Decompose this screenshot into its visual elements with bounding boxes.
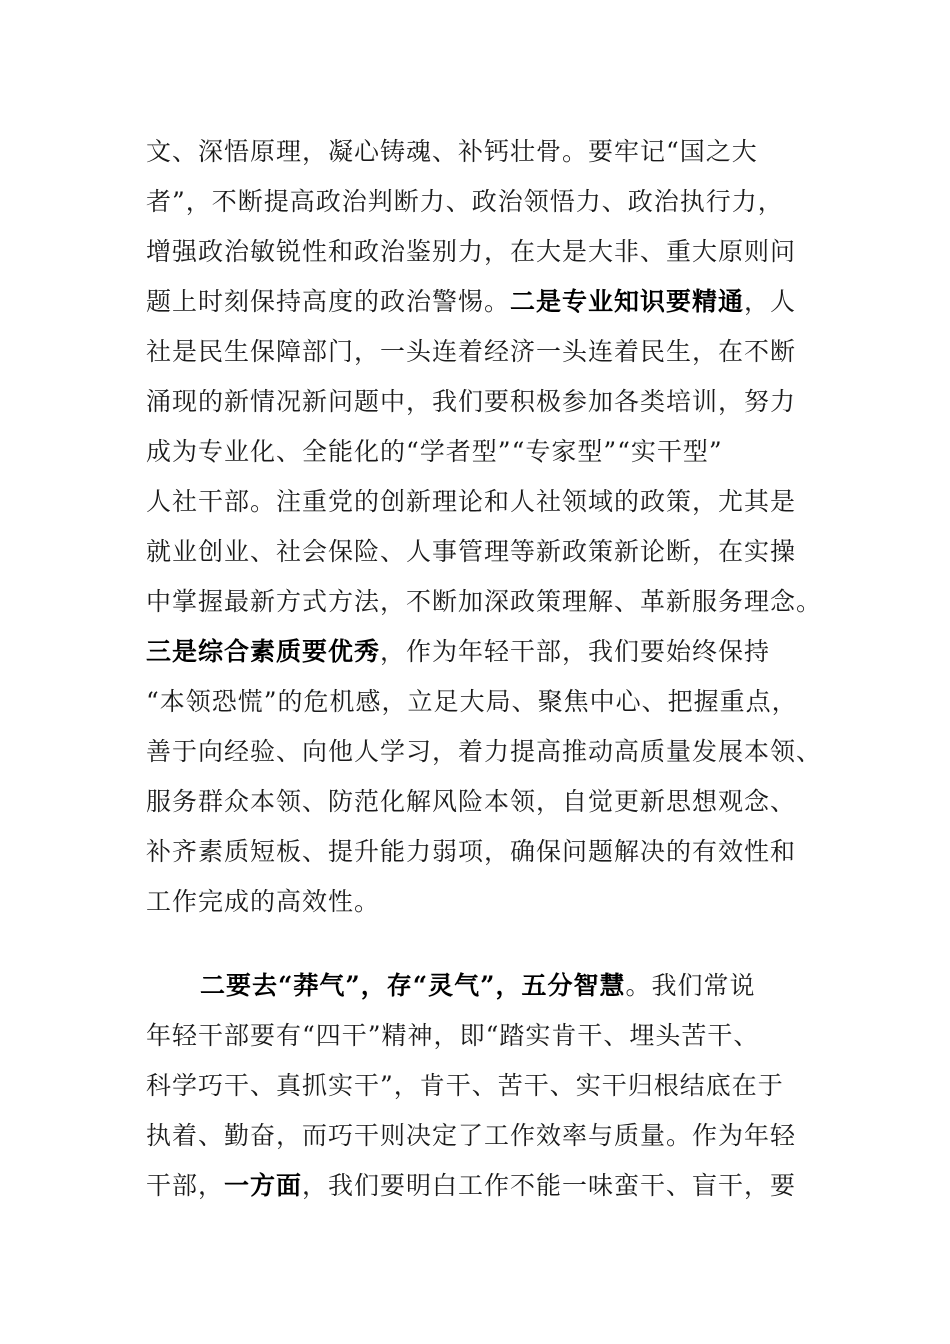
body-text: 就业创业、社会保险、人事管理等新政策新论断，在实操 [146,537,797,566]
text-line [146,885,380,919]
body-text: 补齐素质短板、提升能力弱项，确保问题解决的有效性和 [146,837,797,866]
body-text: 服务群众本领、防范化解风险本领，自觉更新思想观念、 [146,787,797,816]
text-line [146,735,822,769]
body-text: 题上时刻保持高度的政治警惕。 [146,287,511,316]
text-line [146,835,796,869]
body-text: ，作为年轻干部，我们要始终保持 [380,637,771,666]
text-line [146,285,796,319]
bold-heading-text: 一方面 [224,1171,303,1200]
text-line [146,1169,796,1203]
body-text: 成为专业化、全能化的“学者型”“专家型”“实干型” [146,437,723,466]
body-text: 善于向经验、向他人学习，着力提高推动高质量发展本领、 [146,737,823,766]
text-line [146,785,796,819]
body-text: 增强政治敏锐性和政治鉴别力，在大是大非、重大原则问 [146,237,797,266]
text-line [146,435,723,469]
text-line [146,385,796,419]
text-line [146,685,798,719]
body-text: 工作完成的高效性。 [146,887,381,916]
body-text: 文、深悟原理，凝心铸魂、补钙壮骨。要牢记“国之大 [146,137,758,166]
text-line [146,235,796,269]
body-text: ，人 [744,287,797,316]
text-line [146,185,784,219]
text-line [146,1019,759,1053]
body-text: 执着、勤奋，而巧干则决定了工作效率与质量。作为年轻 [146,1121,797,1150]
body-text: 人社干部。注重党的创新理论和人社领域的政策，尤其是 [146,487,797,516]
body-text: “本领恐慌”的危机感，立足大局、聚焦中心、把握重点， [146,687,798,716]
body-text: 中掌握最新方式方法，不断加深政策理解、革新服务理念。 [146,587,823,616]
text-line [146,585,822,619]
body-text: 社是民生保障部门，一头连着经济一头连着民生，在不断 [146,337,797,366]
text-line [146,535,796,569]
body-text: ，我们要明白工作不能一味蛮干、盲干，要 [302,1171,797,1200]
text-line [146,1119,796,1153]
text-line [146,1069,784,1103]
body-text: 年轻干部要有“四干”精神，即“踏实肯干、埋头苦干、 [146,1021,760,1050]
text-line [146,335,796,369]
text-line [200,969,756,1003]
text-line [146,635,770,669]
bold-heading-text: 三是综合素质要优秀 [146,637,381,666]
body-text: 科学巧干、真抓实干”，肯干、苦干、实干归根结底在于 [146,1071,784,1100]
bold-heading-text: 二要去“莽气”，存“灵气”，五分智慧 [200,971,626,1000]
text-line [146,135,758,169]
bold-heading-text: 二是专业知识要精通 [510,287,745,316]
text-line [146,485,796,519]
body-text: 干部， [146,1171,225,1200]
body-text: 者”，不断提高政治判断力、政治领悟力、政治执行力， [146,187,784,216]
body-text: 涌现的新情况新问题中，我们要积极参加各类培训，努力 [146,387,797,416]
body-text: 。我们常说 [625,971,756,1000]
